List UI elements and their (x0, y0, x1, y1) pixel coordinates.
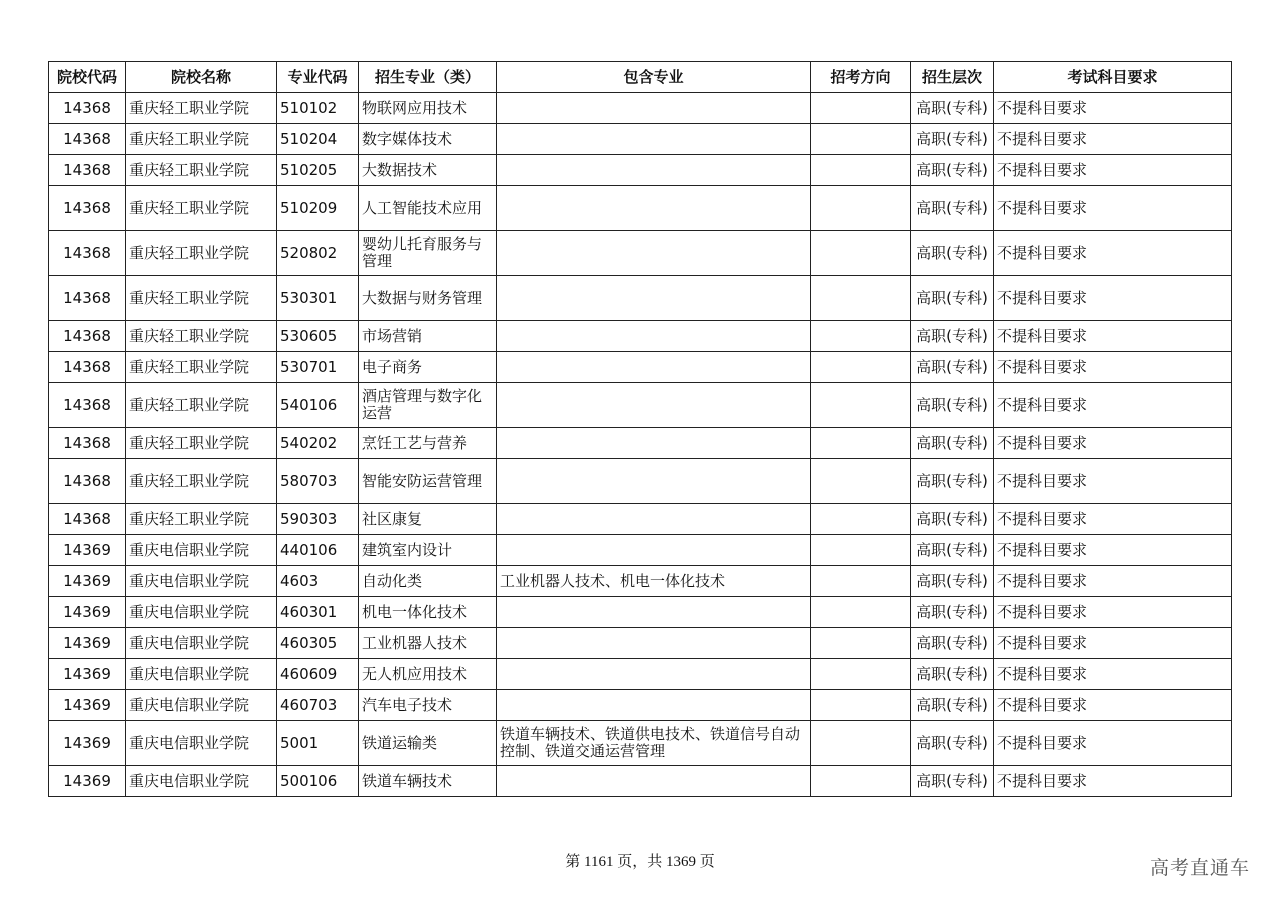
cell-major-code: 510204 (277, 124, 359, 155)
cell-included-majors (497, 659, 811, 690)
cell-exam-requirement: 不提科目要求 (994, 428, 1232, 459)
cell-major: 大数据与财务管理 (359, 276, 497, 321)
header-direction: 招考方向 (811, 62, 911, 93)
cell-included-majors (497, 428, 811, 459)
cell-level: 高职(专科) (911, 504, 994, 535)
cell-school-code: 14368 (49, 504, 126, 535)
cell-major: 人工智能技术应用 (359, 186, 497, 231)
cell-level: 高职(专科) (911, 535, 994, 566)
table-row (49, 766, 1232, 797)
cell-major: 自动化类 (359, 566, 497, 597)
cell-level: 高职(专科) (911, 659, 994, 690)
cell-included-majors (497, 124, 811, 155)
cell-school-code: 14368 (49, 352, 126, 383)
table-row (49, 186, 1232, 231)
table-row (49, 321, 1232, 352)
cell-school-code: 14369 (49, 566, 126, 597)
table-row (49, 428, 1232, 459)
cell-major: 烹饪工艺与营养 (359, 428, 497, 459)
cell-school-code: 14369 (49, 659, 126, 690)
cell-level: 高职(专科) (911, 321, 994, 352)
table-row (49, 124, 1232, 155)
cell-major-code: 460301 (277, 597, 359, 628)
cell-major-code: 440106 (277, 535, 359, 566)
admissions-table (48, 61, 1232, 797)
cell-included-majors (497, 504, 811, 535)
cell-exam-requirement: 不提科目要求 (994, 352, 1232, 383)
header-major: 招生专业（类） (359, 62, 497, 93)
cell-direction (811, 352, 911, 383)
cell-school-code: 14368 (49, 428, 126, 459)
cell-direction (811, 428, 911, 459)
cell-major-code: 530301 (277, 276, 359, 321)
cell-included-majors (497, 766, 811, 797)
cell-school-name: 重庆轻工职业学院 (126, 276, 277, 321)
cell-included-majors (497, 535, 811, 566)
header-exam-requirement: 考试科目要求 (994, 62, 1232, 93)
cell-school-code: 14368 (49, 383, 126, 428)
cell-included-majors (497, 231, 811, 276)
cell-included-majors (497, 155, 811, 186)
cell-exam-requirement: 不提科目要求 (994, 155, 1232, 186)
cell-level: 高职(专科) (911, 459, 994, 504)
cell-level: 高职(专科) (911, 231, 994, 276)
cell-school-name: 重庆轻工职业学院 (126, 155, 277, 186)
cell-level: 高职(专科) (911, 352, 994, 383)
cell-major: 电子商务 (359, 352, 497, 383)
cell-level: 高职(专科) (911, 628, 994, 659)
cell-exam-requirement: 不提科目要求 (994, 124, 1232, 155)
cell-major: 建筑室内设计 (359, 535, 497, 566)
cell-direction (811, 383, 911, 428)
cell-included-majors (497, 93, 811, 124)
cell-school-name: 重庆轻工职业学院 (126, 231, 277, 276)
cell-included-majors (497, 690, 811, 721)
cell-included-majors (497, 383, 811, 428)
header-major-code: 专业代码 (277, 62, 359, 93)
header-row (49, 62, 1232, 93)
cell-major: 机电一体化技术 (359, 597, 497, 628)
cell-school-name: 重庆轻工职业学院 (126, 428, 277, 459)
cell-included-majors (497, 321, 811, 352)
cell-direction (811, 276, 911, 321)
cell-school-name: 重庆电信职业学院 (126, 721, 277, 766)
cell-direction (811, 659, 911, 690)
cell-school-code: 14369 (49, 597, 126, 628)
header-level: 招生层次 (911, 62, 994, 93)
cell-school-code: 14369 (49, 628, 126, 659)
cell-major-code: 510102 (277, 93, 359, 124)
cell-school-code: 14369 (49, 535, 126, 566)
cell-school-name: 重庆电信职业学院 (126, 628, 277, 659)
cell-school-code: 14368 (49, 459, 126, 504)
cell-exam-requirement: 不提科目要求 (994, 721, 1232, 766)
cell-major-code: 540106 (277, 383, 359, 428)
cell-school-name: 重庆轻工职业学院 (126, 124, 277, 155)
header-school-name: 院校名称 (126, 62, 277, 93)
cell-included-majors: 工业机器人技术、机电一体化技术 (497, 566, 811, 597)
table-row (49, 628, 1232, 659)
cell-school-name: 重庆电信职业学院 (126, 535, 277, 566)
table-row (49, 721, 1232, 766)
cell-level: 高职(专科) (911, 186, 994, 231)
cell-direction (811, 231, 911, 276)
cell-included-majors (497, 597, 811, 628)
cell-school-name: 重庆电信职业学院 (126, 690, 277, 721)
cell-level: 高职(专科) (911, 124, 994, 155)
cell-direction (811, 504, 911, 535)
cell-major-code: 520802 (277, 231, 359, 276)
cell-exam-requirement: 不提科目要求 (994, 321, 1232, 352)
cell-exam-requirement: 不提科目要求 (994, 383, 1232, 428)
table-row (49, 535, 1232, 566)
cell-direction (811, 186, 911, 231)
table-row (49, 504, 1232, 535)
cell-school-code: 14368 (49, 276, 126, 321)
cell-direction (811, 628, 911, 659)
cell-major-code: 460305 (277, 628, 359, 659)
cell-level: 高职(专科) (911, 721, 994, 766)
cell-level: 高职(专科) (911, 566, 994, 597)
cell-exam-requirement: 不提科目要求 (994, 276, 1232, 321)
cell-major-code: 540202 (277, 428, 359, 459)
cell-major-code: 510209 (277, 186, 359, 231)
cell-exam-requirement: 不提科目要求 (994, 628, 1232, 659)
cell-included-majors: 铁道车辆技术、铁道供电技术、铁道信号自动控制、铁道交通运营管理 (497, 721, 811, 766)
cell-school-code: 14368 (49, 124, 126, 155)
cell-school-name: 重庆电信职业学院 (126, 566, 277, 597)
cell-exam-requirement: 不提科目要求 (994, 93, 1232, 124)
cell-direction (811, 566, 911, 597)
cell-direction (811, 766, 911, 797)
table-row (49, 690, 1232, 721)
header-included-majors: 包含专业 (497, 62, 811, 93)
cell-major: 酒店管理与数字化运营 (359, 383, 497, 428)
cell-exam-requirement: 不提科目要求 (994, 690, 1232, 721)
table-row (49, 276, 1232, 321)
cell-major: 铁道车辆技术 (359, 766, 497, 797)
cell-school-name: 重庆轻工职业学院 (126, 186, 277, 231)
cell-direction (811, 597, 911, 628)
cell-level: 高职(专科) (911, 428, 994, 459)
cell-school-code: 14369 (49, 690, 126, 721)
cell-level: 高职(专科) (911, 597, 994, 628)
cell-major-code: 510205 (277, 155, 359, 186)
cell-school-code: 14368 (49, 186, 126, 231)
cell-included-majors (497, 459, 811, 504)
cell-major: 无人机应用技术 (359, 659, 497, 690)
cell-exam-requirement: 不提科目要求 (994, 504, 1232, 535)
table-row (49, 597, 1232, 628)
watermark-text: 高考直通车 (1149, 857, 1250, 879)
cell-direction (811, 690, 911, 721)
cell-school-name: 重庆轻工职业学院 (126, 93, 277, 124)
cell-exam-requirement: 不提科目要求 (994, 766, 1232, 797)
cell-major: 市场营销 (359, 321, 497, 352)
cell-exam-requirement: 不提科目要求 (994, 566, 1232, 597)
cell-school-name: 重庆轻工职业学院 (126, 352, 277, 383)
cell-direction (811, 535, 911, 566)
cell-exam-requirement: 不提科目要求 (994, 231, 1232, 276)
cell-major-code: 460609 (277, 659, 359, 690)
cell-direction (811, 321, 911, 352)
cell-school-code: 14369 (49, 766, 126, 797)
cell-school-name: 重庆电信职业学院 (126, 597, 277, 628)
table-row (49, 93, 1232, 124)
cell-major: 大数据技术 (359, 155, 497, 186)
page-number: 第 1161 页，共 1369 页 (565, 854, 715, 870)
cell-direction (811, 93, 911, 124)
cell-major-code: 590303 (277, 504, 359, 535)
cell-level: 高职(专科) (911, 766, 994, 797)
cell-school-name: 重庆轻工职业学院 (126, 321, 277, 352)
header-school-code: 院校代码 (49, 62, 126, 93)
cell-level: 高职(专科) (911, 93, 994, 124)
cell-school-code: 14368 (49, 231, 126, 276)
cell-major-code: 530605 (277, 321, 359, 352)
cell-included-majors (497, 352, 811, 383)
table-row (49, 383, 1232, 428)
cell-major-code: 530701 (277, 352, 359, 383)
cell-included-majors (497, 276, 811, 321)
cell-school-code: 14368 (49, 321, 126, 352)
cell-major: 铁道运输类 (359, 721, 497, 766)
table-row (49, 659, 1232, 690)
cell-school-name: 重庆轻工职业学院 (126, 383, 277, 428)
cell-major-code: 580703 (277, 459, 359, 504)
cell-major-code: 500106 (277, 766, 359, 797)
table-row (49, 566, 1232, 597)
cell-direction (811, 155, 911, 186)
cell-level: 高职(专科) (911, 690, 994, 721)
cell-school-code: 14368 (49, 155, 126, 186)
table-row (49, 459, 1232, 504)
table-row (49, 155, 1232, 186)
cell-major: 物联网应用技术 (359, 93, 497, 124)
table-row (49, 231, 1232, 276)
cell-included-majors (497, 186, 811, 231)
cell-level: 高职(专科) (911, 276, 994, 321)
cell-school-name: 重庆电信职业学院 (126, 659, 277, 690)
cell-level: 高职(专科) (911, 383, 994, 428)
table-body (49, 93, 1232, 797)
cell-direction (811, 721, 911, 766)
cell-direction (811, 124, 911, 155)
cell-included-majors (497, 628, 811, 659)
cell-exam-requirement: 不提科目要求 (994, 659, 1232, 690)
cell-school-code: 14369 (49, 721, 126, 766)
cell-direction (811, 459, 911, 504)
cell-major: 数字媒体技术 (359, 124, 497, 155)
cell-major-code: 460703 (277, 690, 359, 721)
cell-major: 工业机器人技术 (359, 628, 497, 659)
cell-major: 社区康复 (359, 504, 497, 535)
cell-exam-requirement: 不提科目要求 (994, 459, 1232, 504)
cell-exam-requirement: 不提科目要求 (994, 535, 1232, 566)
cell-major: 智能安防运营管理 (359, 459, 497, 504)
cell-school-name: 重庆轻工职业学院 (126, 459, 277, 504)
cell-level: 高职(专科) (911, 155, 994, 186)
cell-major: 汽车电子技术 (359, 690, 497, 721)
cell-exam-requirement: 不提科目要求 (994, 597, 1232, 628)
cell-school-name: 重庆电信职业学院 (126, 766, 277, 797)
table-row (49, 352, 1232, 383)
cell-exam-requirement: 不提科目要求 (994, 186, 1232, 231)
cell-major-code: 4603 (277, 566, 359, 597)
cell-school-code: 14368 (49, 93, 126, 124)
cell-major: 婴幼儿托育服务与管理 (359, 231, 497, 276)
cell-major-code: 5001 (277, 721, 359, 766)
cell-school-name: 重庆轻工职业学院 (126, 504, 277, 535)
